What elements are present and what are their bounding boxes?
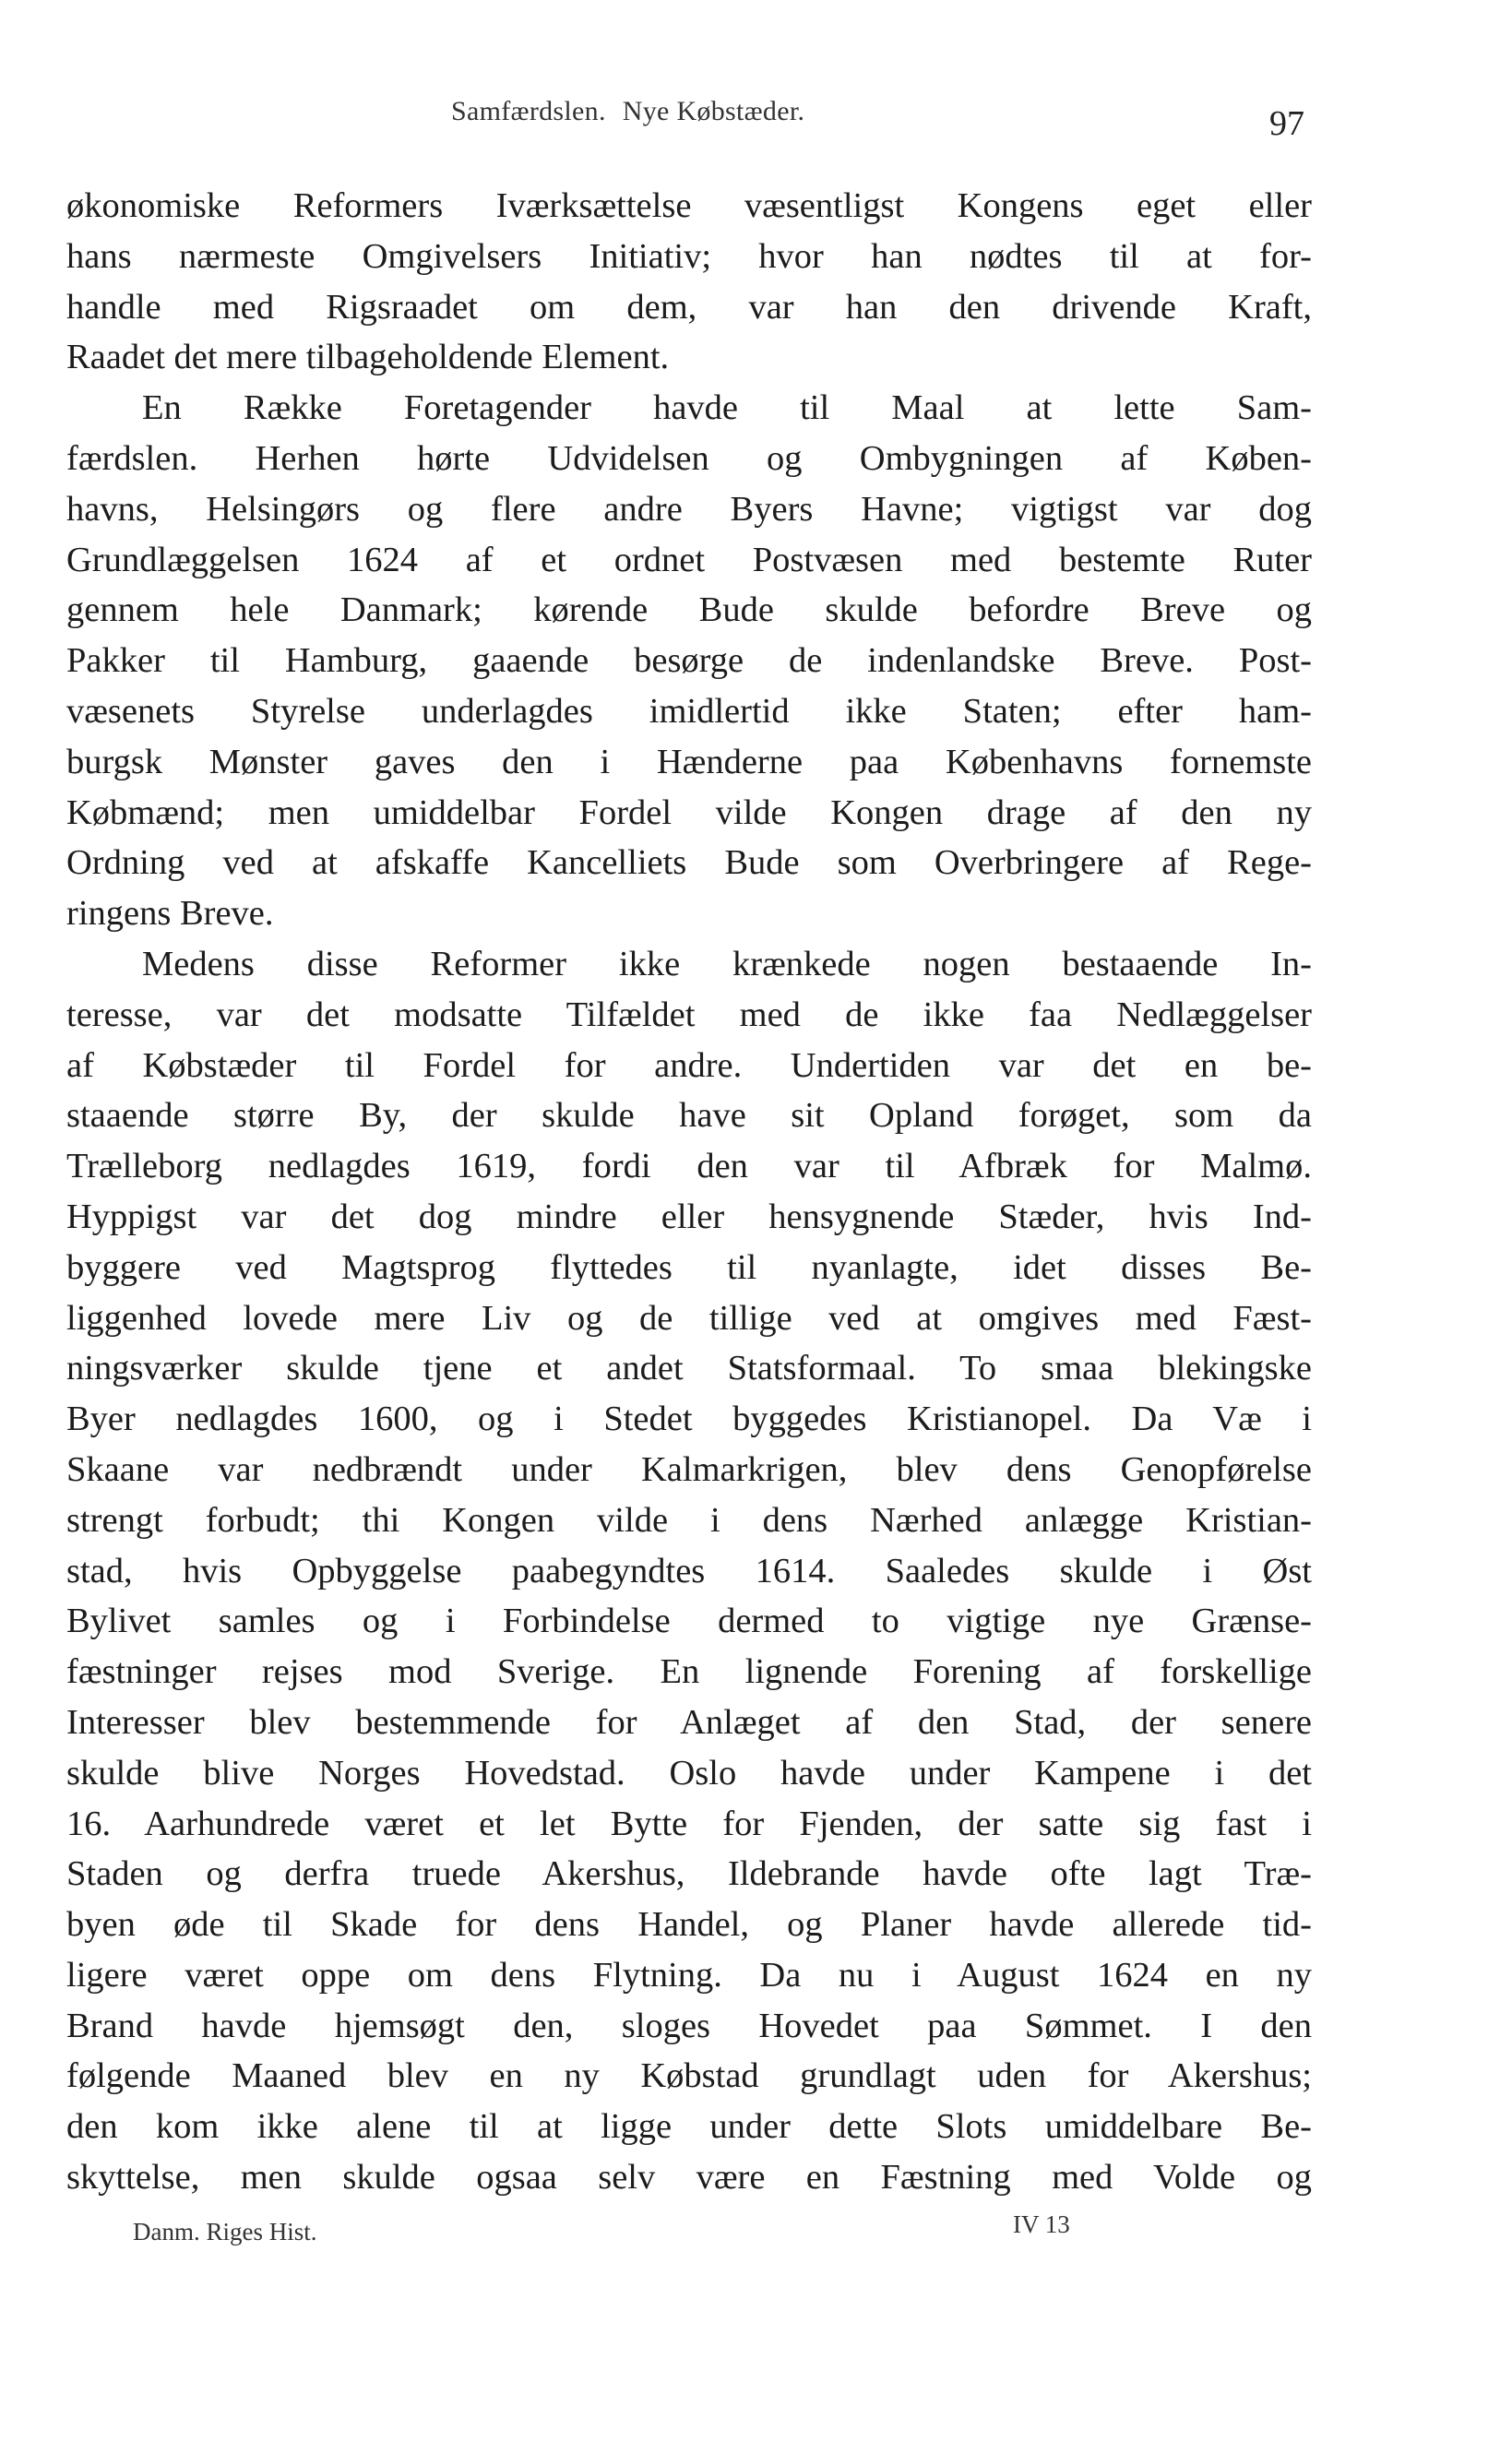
text-line: 16. Aarhundrede været et let Bytte for Fjenden, der satte sig fast i — [66, 1804, 1312, 1843]
text-line: hans nærmeste Omgivelsers Initiativ; hvor han nødtes til at for- — [66, 236, 1312, 276]
text-line: af Købstæder til Fordel for andre. Undertiden var det en be- — [66, 1045, 1312, 1085]
text-line: Ordning ved at afskaffe Kancelliets Bude som Overbringere af Rege- — [66, 843, 1312, 883]
text-line: handle med Rigsraadet om dem, var han den drivende Kraft, — [66, 287, 1312, 327]
text-line: byen øde til Skade for dens Handel, og Planer havde allerede tid- — [66, 1905, 1312, 1945]
text-line: Trælleborg nedlagdes 1619, fordi den var til Afbræk for Malmø. — [66, 1147, 1312, 1186]
text-line: staaende større By, der skulde have sit Opland forøget, som da — [66, 1096, 1312, 1136]
page-number: 97 — [1269, 104, 1304, 143]
text-line: teresse, var det modsatte Tilfældet med de ikke faa Nedlæggelser — [66, 995, 1312, 1034]
text-line: skulde blive Norges Hovedstad. Oslo havde under Kampene i det — [66, 1753, 1312, 1793]
text-line: liggenhed lovede mere Liv og de tillige ved at omgives med Fæst- — [66, 1298, 1312, 1338]
text-line: strengt forbudt; thi Kongen vilde i dens Nærhed anlægge Kristian- — [66, 1500, 1312, 1540]
text-line: Brand havde hjemsøgt den, sloges Hovedet paa Sømmet. I den — [66, 2006, 1312, 2045]
text-line: følgende Maaned blev en ny Købstad grundlagt uden for Akershus; — [66, 2056, 1312, 2096]
body-text — [66, 181, 1312, 2203]
text-line: den kom ikke alene til at ligge under dette Slots umiddelbare Be- — [66, 2107, 1312, 2147]
text-line: En Række Foretagender havde til Maal at lette Sam- — [142, 388, 1312, 428]
text-line: ligere været oppe om dens Flytning. Da nu i August 1624 en ny — [66, 1955, 1312, 1995]
running-head-chapter: Samfærdslen. — [451, 96, 606, 126]
text-line: gennem hele Danmark; kørende Bude skulde befordre Breve og — [66, 590, 1312, 630]
text-line: økonomiske Reformers Iværksættelse væsentligst Kongens eget eller — [66, 186, 1312, 225]
text-line: Medens disse Reformer ikke krænkede nogen bestaaende In- — [142, 944, 1312, 983]
sheet-number: IV 13 — [1013, 2210, 1070, 2238]
running-head — [451, 96, 804, 127]
text-line: Bylivet samles og i Forbindelse dermed to vigtige nye Grænse- — [66, 1602, 1312, 1641]
running-head-section: Nye Købstæder. — [622, 96, 805, 126]
text-line: væsenets Styrelse underlagdes imidlertid ikke Staten; efter ham- — [66, 691, 1312, 731]
text-line: Staden og derfra truede Akershus, Ildebrande havde ofte lagt Træ- — [66, 1854, 1312, 1894]
text-line: Hyppigst var det dog mindre eller hensygnende Stæder, hvis Ind- — [66, 1197, 1312, 1236]
text-line: Købmænd; men umiddelbar Fordel vilde Kongen drage af den ny — [66, 792, 1312, 832]
text-line: burgsk Mønster gaves den i Hænderne paa Københavns fornemste — [66, 742, 1312, 781]
text-line: stad, hvis Opbyggelse paabegyndtes 1614. Saaledes skulde i Øst — [66, 1551, 1312, 1590]
text-line: Pakker til Hamburg, gaaende besørge de indenlandske Breve. Post- — [66, 641, 1312, 681]
text-line: Grundlæggelsen 1624 af et ordnet Postvæsen med bestemte Ruter — [66, 540, 1312, 579]
text-line: færdslen. Herhen hørte Udvidelsen og Ombygningen af Køben- — [66, 438, 1312, 478]
text-line: Byer nedlagdes 1600, og i Stedet byggedes Kristianopel. Da Væ i — [66, 1400, 1312, 1439]
signature-mark: Danm. Riges Hist. — [133, 2218, 317, 2246]
text-line: Skaane var nedbrændt under Kalmarkrigen, blev dens Genopførelse — [66, 1449, 1312, 1489]
text-line: Interesser blev bestemmende for Anlæget af den Stad, der senere — [66, 1702, 1312, 1742]
text-line: byggere ved Magtsprog flyttedes til nyanlagte, idet disses Be- — [66, 1247, 1312, 1287]
text-line: havns, Helsingørs og flere andre Byers Havne; vigtigst var dog — [66, 489, 1312, 529]
text-line: fæstninger rejses mod Sverige. En lignende Forening af forskellige — [66, 1652, 1312, 1692]
text-line: ningsværker skulde tjene et andet Statsformaal. To smaa blekingske — [66, 1349, 1312, 1388]
text-line: Raadet det mere tilbageholdende Element. — [66, 338, 670, 377]
text-line: ringens Breve. — [66, 894, 274, 934]
text-line: skyttelse, men skulde ogsaa selv være en Fæstning med Volde og — [66, 2158, 1312, 2198]
